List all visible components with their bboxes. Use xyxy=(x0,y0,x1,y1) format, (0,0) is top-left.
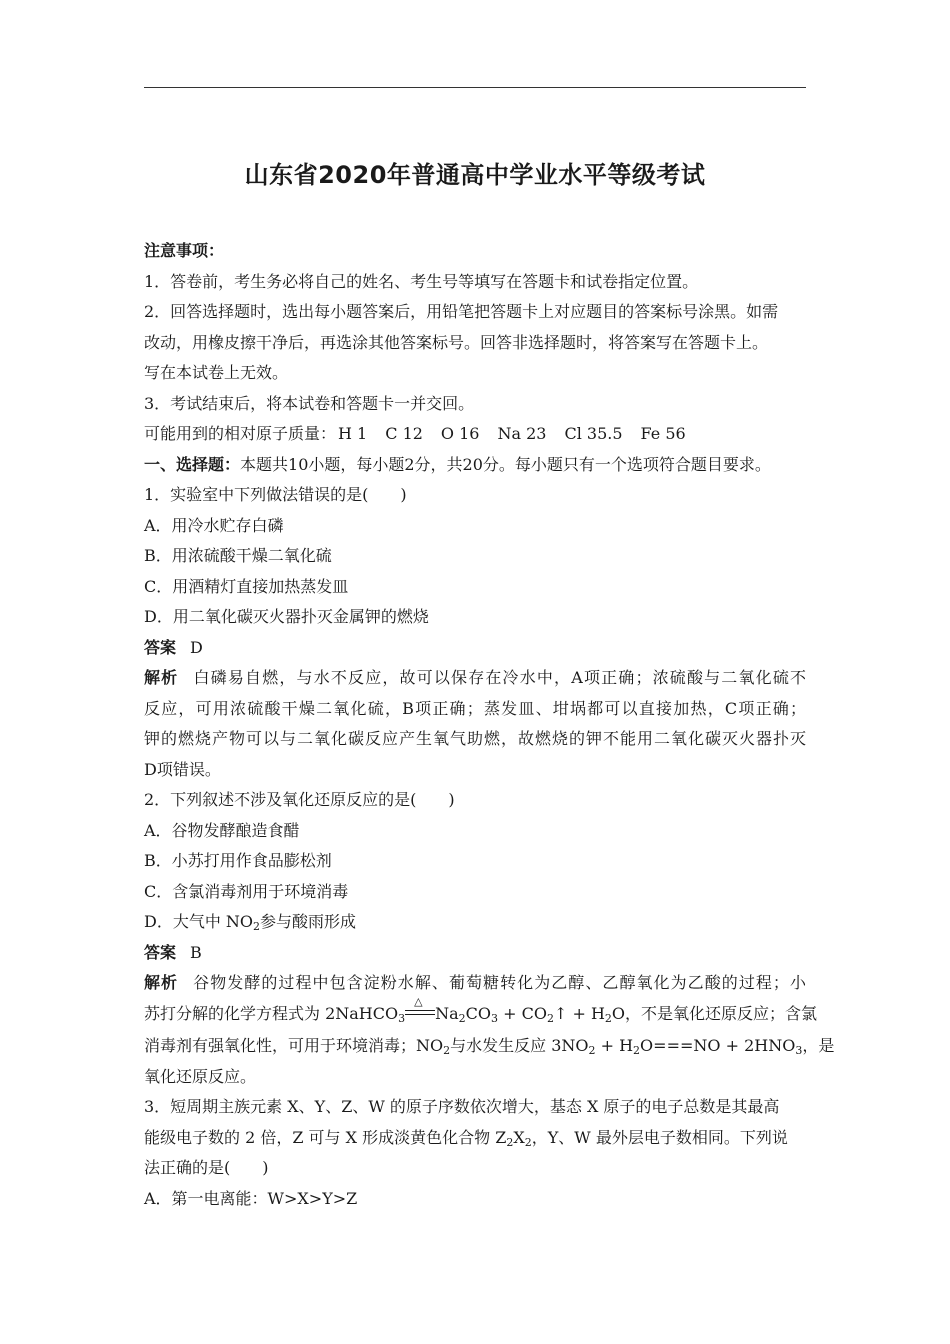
subscript: 3 xyxy=(398,1011,406,1025)
subscript: 2 xyxy=(524,1135,532,1149)
mass-value: C 12 xyxy=(385,424,423,443)
notes-heading: 注意事项： xyxy=(144,241,225,260)
q2-analysis-line xyxy=(144,1031,835,1062)
mass-value: H 1 xyxy=(338,424,368,443)
q1-analysis-line xyxy=(144,663,806,694)
q1-option-a: A．用冷水贮存白磷 xyxy=(144,515,284,535)
subscript: 2 xyxy=(633,1044,641,1057)
text-segment: 能级电子数的 2 倍，Z 可与 X 形成淡黄色化合物 Z xyxy=(144,1127,507,1147)
text-segment: CO xyxy=(465,1003,492,1023)
text-segment: 苏打分解的化学方程式为 2NaHCO xyxy=(144,1003,399,1023)
q1-analysis-line: 反应，可用浓硫酸干燥二氧化硫，B项正确；蒸发皿、坩埚都可以直接加热，C项正确； xyxy=(144,698,806,718)
answer-value: B xyxy=(190,942,202,962)
mass-value: Fe 56 xyxy=(640,424,686,443)
note-item: 2．回答选择题时，选出每小题答案后，用铅笔把答题卡上对应题目的答案标号涂黑。如需 xyxy=(144,302,779,321)
subscript: 2 xyxy=(458,1011,466,1025)
text-segment: ↑ + H xyxy=(553,1003,605,1023)
analysis-label: 解析 xyxy=(144,973,179,992)
note-item: 1．答卷前，考生务必将自己的姓名、考生号等填写在答题卡和试卷指定位置。 xyxy=(144,271,699,291)
answer-label: 答案 xyxy=(144,942,177,962)
text-segment: 参与酸雨形成 xyxy=(260,912,357,931)
question-3-stem: 法正确的是( ) xyxy=(144,1158,269,1177)
subscript: 2 xyxy=(604,1011,612,1025)
q2-option-b: B．小苏打用作食品膨松剂 xyxy=(144,851,332,870)
analysis-text: 谷物发酵的过程中包含淀粉水解、葡萄糖转化为乙醇、乙醇氧化为乙酸的过程；小 xyxy=(192,973,806,992)
question-3-stem xyxy=(144,1123,806,1154)
q2-option-d xyxy=(144,907,806,938)
note-item: 改动，用橡皮擦干净后，再选涂其他答案标号。回答非选择题时，将答案写在答题卡上。 xyxy=(144,332,769,352)
q3-option-a: A．第一电离能：W>X>Y>Z xyxy=(144,1188,358,1208)
text-segment: + CO xyxy=(498,1003,547,1023)
mass-value: O 16 xyxy=(440,424,480,443)
q2-option-a: A．谷物发酵酿造食醋 xyxy=(144,820,300,840)
question-2-stem: 2．下列叙述不涉及氧化还原反应的是( ) xyxy=(144,790,455,809)
mass-value: Cl 35.5 xyxy=(564,424,623,443)
q1-option-d: D．用二氧化碳灭火器扑灭金属钾的燃烧 xyxy=(144,607,429,626)
atomic-masses xyxy=(144,419,806,450)
analysis-label: 解析 xyxy=(144,668,179,687)
subscript: 2 xyxy=(506,1135,514,1149)
text-segment: O===NO + 2HNO xyxy=(640,1036,796,1055)
subscript: 2 xyxy=(253,920,261,933)
q2-analysis-line xyxy=(144,994,818,1032)
text-segment: ，Y、W 最外层电子数相同。下列说 xyxy=(531,1127,788,1147)
q1-analysis-line: D项错误。 xyxy=(144,759,221,779)
q1-analysis-line: 钾的燃烧产物可以与二氧化碳反应产生氧气助燃，故燃烧的钾不能用二氧化碳灭火器扑灭 xyxy=(144,729,806,748)
q2-answer xyxy=(144,938,806,969)
answer-label: 答案 xyxy=(144,637,177,657)
text-segment: ，是 xyxy=(802,1036,835,1055)
text-segment: Na xyxy=(435,1003,459,1023)
note-item: 写在本试卷上无效。 xyxy=(144,363,289,382)
document-body xyxy=(144,236,835,1214)
text-segment: X xyxy=(513,1127,525,1147)
heating-equals-sign xyxy=(405,994,435,1032)
subscript: 3 xyxy=(795,1044,803,1057)
text-segment: 消毒剂有强氧化性，可用于环境消毒；NO xyxy=(144,1036,444,1055)
subscript: 2 xyxy=(443,1044,451,1057)
note-item: 3．考试结束后，将本试卷和答题卡一并交回。 xyxy=(144,393,475,413)
section-label: 一、选择题： xyxy=(144,454,241,474)
q2-analysis-line xyxy=(144,968,806,999)
answer-value: D xyxy=(190,637,203,657)
text-segment: D．大气中 NO xyxy=(144,912,254,931)
section-text: 本题共10小题，每小题2分，共20分。每小题只有一个选项符合题目要求。 xyxy=(240,454,771,474)
question-3-stem: 3．短周期主族元素 X、Y、Z、W 的原子序数依次增大，基态 X 原子的电子总数是其最高 xyxy=(144,1097,780,1116)
text-segment: 与水发生反应 3NO xyxy=(450,1036,589,1055)
q1-answer xyxy=(144,633,806,664)
q1-option-b: B．用浓硫酸干燥二氧化硫 xyxy=(144,546,332,565)
subscript: 2 xyxy=(546,1011,554,1025)
section-heading xyxy=(144,450,806,481)
q2-option-c: C．含氯消毒剂用于环境消毒 xyxy=(144,881,349,901)
text-segment: + H xyxy=(595,1036,634,1055)
subscript: 2 xyxy=(588,1044,596,1057)
q2-analysis-line: 氧化还原反应。 xyxy=(144,1066,257,1086)
heat-triangle: △ xyxy=(414,994,423,1008)
question-1-stem: 1．实验室中下列做法错误的是( ) xyxy=(144,485,407,504)
page-title: 山东省2020年普通高中学业水平等级考试 xyxy=(244,161,706,189)
atomic-masses-prefix: 可能用到的相对原子质量： xyxy=(144,424,337,443)
mass-value: Na 23 xyxy=(497,424,547,443)
header-rule xyxy=(144,87,806,88)
analysis-text: 白磷易自燃，与水不反应，故可以保存在冷水中，A项正确；浓硫酸与二氧化硫不 xyxy=(192,668,806,687)
text-segment: O，不是氧化还原反应；含氯 xyxy=(611,1003,818,1023)
q1-option-c: C．用酒精灯直接加热蒸发皿 xyxy=(144,576,349,596)
subscript: 3 xyxy=(491,1011,499,1025)
